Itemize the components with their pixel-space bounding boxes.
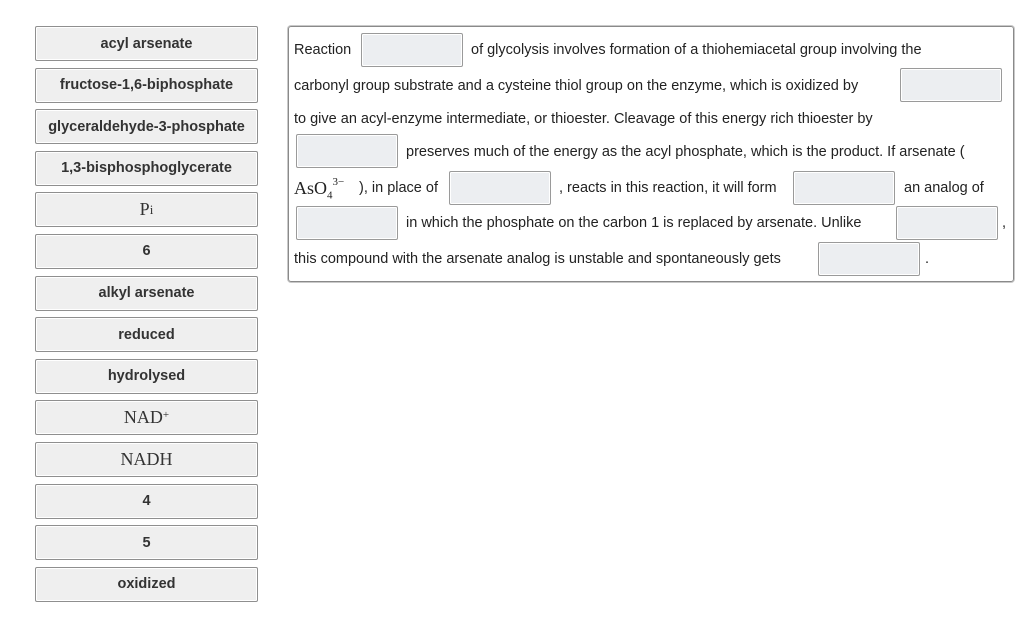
chip-nad-sup: + (162, 408, 170, 421)
formula-base: AsO (294, 178, 328, 198)
formula-sup: 3− (332, 176, 345, 188)
chip-pi-sub: i (149, 201, 154, 217)
arsenate-formula (294, 175, 344, 205)
word-bank (35, 26, 258, 608)
drop-slot-6[interactable] (296, 206, 398, 240)
chip-1-3-bisphosphoglycerate[interactable]: 1,3-bisphosphoglycerate (35, 151, 258, 186)
passage-panel (288, 26, 1014, 282)
passage-text-1: Reaction (294, 42, 352, 58)
chip-alkyl-arsenate[interactable]: alkyl arsenate (35, 276, 258, 311)
chip-nad-base: NAD (123, 407, 163, 428)
passage-text-10: , (1002, 215, 1007, 231)
chip-hydrolysed[interactable]: hydrolysed (35, 359, 258, 394)
passage-text-5: preserves much of the energy as the acyl phosphate, which is the product. If arsenate ( (406, 144, 965, 160)
chip-reduced[interactable]: reduced (35, 317, 258, 352)
passage-text-12: . (925, 251, 930, 267)
drop-slot-2[interactable] (900, 68, 1002, 102)
drop-slot-5[interactable] (793, 171, 895, 205)
drop-slot-8[interactable] (818, 242, 920, 276)
passage-text-8: an analog of (904, 180, 984, 196)
passage-text-9: in which the phosphate on the carbon 1 is replaced by arsenate. Unlike (406, 215, 862, 231)
chip-5[interactable]: 5 (35, 525, 258, 560)
chip-fructose-1-6-biphosphate[interactable]: fructose-1,6-biphosphate (35, 68, 258, 103)
chip-glyceraldehyde-3-phosphate[interactable]: glyceraldehyde-3-phosphate (35, 109, 258, 144)
passage-text-7: , reacts in this reaction, it will form (559, 180, 777, 196)
passage-text-11: this compound with the arsenate analog is unstable and spontaneously gets (294, 251, 781, 267)
drop-slot-1[interactable] (361, 33, 463, 67)
chip-6[interactable]: 6 (35, 234, 258, 269)
chip-acyl-arsenate[interactable]: acyl arsenate (35, 26, 258, 61)
passage-text-3: carbonyl group substrate and a cysteine thiol group on the enzyme, which is oxidized by (294, 78, 859, 94)
formula-sub: 4 (327, 189, 333, 202)
chip-nad-plus[interactable] (35, 400, 258, 435)
chip-pi-base: P (139, 199, 150, 220)
passage-text-2: of glycolysis involves formation of a thiohemiacetal group involving the (471, 42, 922, 58)
drop-slot-7[interactable] (896, 206, 998, 240)
drop-slot-3[interactable] (296, 134, 398, 168)
chip-nadh[interactable]: NADH (35, 442, 258, 477)
chip-pi[interactable] (35, 192, 258, 227)
passage-text-4: to give an acyl-enzyme intermediate, or thioester. Cleavage of this energy rich thioester by (294, 111, 873, 127)
chip-oxidized[interactable]: oxidized (35, 567, 258, 602)
chip-4[interactable]: 4 (35, 484, 258, 519)
passage-text-6: ), in place of (359, 180, 438, 196)
drop-slot-4[interactable] (449, 171, 551, 205)
